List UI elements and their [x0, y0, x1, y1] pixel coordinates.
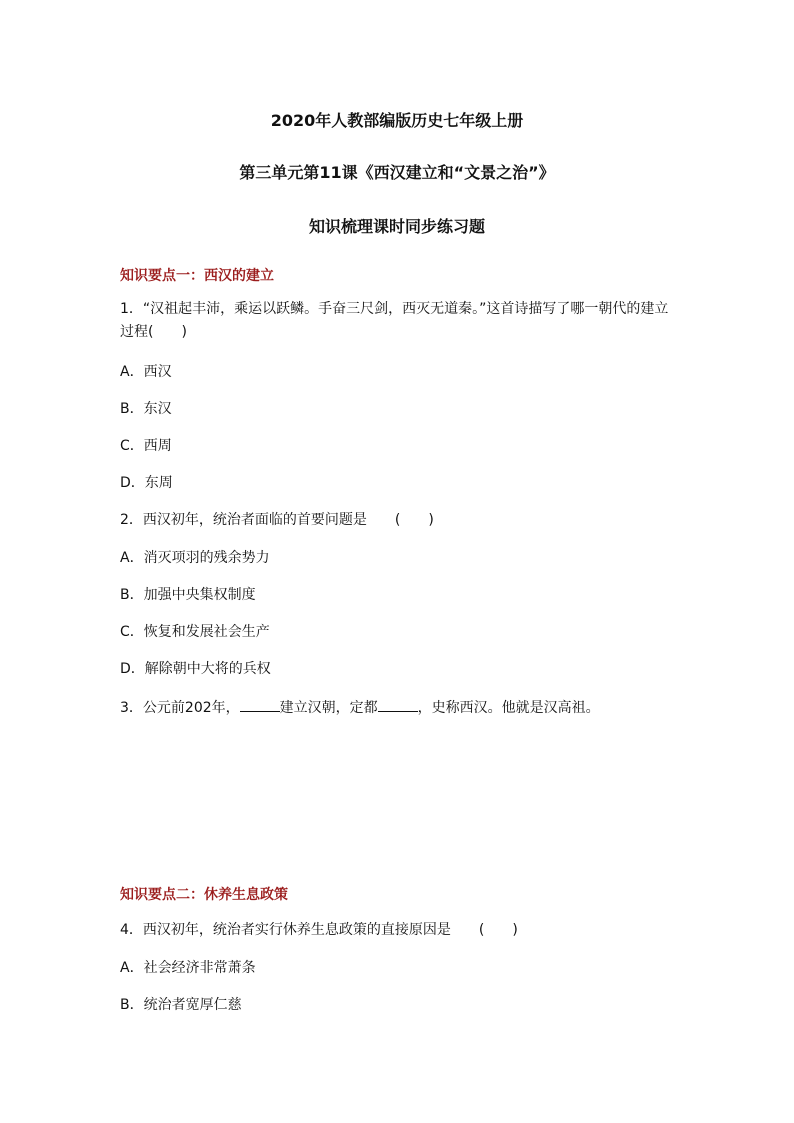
q2-option-a: A．消灭项羽的残余势力 — [120, 550, 270, 566]
question-1: 1．“汉祖起丰沛，乘运以跃鳞。手奋三尺剑，西灭无道秦。”这首诗描写了哪一朝代的建立过程( ) — [120, 301, 669, 340]
q2-option-c: C．恢复和发展社会生产 — [120, 624, 270, 640]
q3-text-part-1: 3．公元前202年， — [120, 700, 240, 716]
q3-blank-2[interactable] — [378, 697, 418, 712]
question-3 — [120, 697, 680, 720]
section-heading-1: 知识要点一：西汉的建立 — [120, 268, 274, 284]
q1-option-c: C．西周 — [120, 438, 172, 454]
q4-option-b: B．统治者宽厚仁慈 — [120, 997, 242, 1013]
title-line-1: 2020年人教部编版历史七年级上册 — [270, 111, 524, 130]
q4-option-a: A．社会经济非常萧条 — [120, 960, 256, 976]
section-heading-2: 知识要点二：休养生息政策 — [120, 887, 288, 903]
title-line-3: 知识梳理课时同步练习题 — [308, 217, 485, 236]
q3-blank-1[interactable] — [240, 697, 280, 712]
question-4: 4．西汉初年，统治者实行休养生息政策的直接原因是 ( ) — [120, 922, 518, 938]
title-line-2: 第三单元第11课《西汉建立和“文景之治”》 — [239, 163, 555, 182]
q2-option-d: D．解除朝中大将的兵权 — [120, 661, 271, 677]
q1-option-d: D．东周 — [120, 475, 173, 491]
q2-option-b: B．加强中央集权制度 — [120, 587, 256, 603]
q1-option-b: B．东汉 — [120, 401, 172, 417]
q1-option-a: A．西汉 — [120, 364, 172, 380]
q3-text-part-3: ，史称西汉。他就是汉高祖。 — [417, 700, 600, 716]
question-2: 2．西汉初年，统治者面临的首要问题是 ( ) — [120, 512, 434, 528]
q3-text-part-2: 建立汉朝，定都 — [279, 700, 378, 716]
